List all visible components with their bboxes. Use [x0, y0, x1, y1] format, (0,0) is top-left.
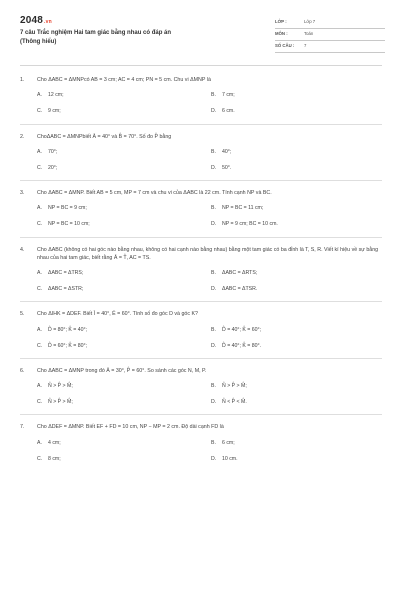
answer-option[interactable] [37, 108, 211, 115]
answer-option[interactable] [37, 440, 211, 447]
answer-option[interactable] [37, 221, 211, 228]
question-number: 6. [20, 367, 25, 374]
question-4 [20, 246, 382, 303]
meta-value: Lớp 7 [304, 19, 316, 24]
question-text: Cho ΔABC = ΔMNP. Biết AB = 5 cm, MP = 7 cm và chu vi của ΔABC là 22 cm. Tính cạnh NP và BC. [37, 190, 272, 196]
answer-option[interactable] [37, 399, 211, 406]
answer-option[interactable] [211, 165, 385, 172]
question-stem [20, 310, 382, 318]
question-text: ChoΔABC = ΔMNPbiết Â = 40° và B̂ = 70°. Số đo P̂ bằng [37, 133, 172, 140]
question-5 [20, 310, 382, 359]
answer-option[interactable] [211, 399, 385, 406]
question-divider [20, 358, 382, 359]
option-letter: D. [211, 164, 217, 171]
question-7 [20, 423, 382, 463]
question-divider [20, 180, 382, 181]
option-letter: C. [37, 108, 43, 115]
option-letter: A. [37, 270, 42, 277]
answer-option[interactable] [37, 456, 211, 463]
answer-option[interactable] [211, 286, 385, 293]
option-text: ΔABC = ΔSTR; [48, 286, 84, 293]
option-text: N̂ < P̂ < M̂. [222, 399, 247, 406]
question-3 [20, 189, 382, 238]
question-divider [20, 237, 382, 238]
answer-option[interactable] [37, 286, 211, 293]
answer-options [37, 383, 382, 406]
answer-option[interactable] [211, 327, 385, 334]
question-number: 2. [20, 133, 25, 140]
site-logo[interactable] [20, 14, 52, 28]
option-letter: D. [211, 221, 217, 228]
question-stem [20, 367, 382, 375]
option-text: 9 cm; [48, 108, 61, 115]
option-text: 40°; [222, 148, 232, 155]
answer-option[interactable] [211, 92, 385, 99]
logo-main-text: 2048 [20, 15, 44, 26]
option-text: N̂ > P̂ > M̂; [48, 399, 73, 406]
option-letter: C. [37, 221, 43, 228]
answer-options [37, 327, 382, 350]
meta-info-box [275, 17, 385, 53]
question-divider [20, 301, 382, 302]
answer-option[interactable] [211, 205, 385, 212]
title-line-1: 7 câu Trắc nghiệm Hai tam giác bằng nhau có đáp án [20, 30, 172, 36]
question-stem [20, 189, 382, 197]
question-divider [20, 414, 382, 415]
answer-option[interactable] [37, 205, 211, 212]
option-text: 8 cm; [48, 455, 61, 462]
answer-option[interactable] [211, 383, 385, 390]
question-stem [20, 246, 382, 263]
option-letter: D. [211, 399, 217, 406]
question-text: Cho ΔABC = ΔMNP trong đó Â = 30°, P̂ = 60°. So sánh các góc N, M, P. [37, 367, 207, 374]
option-letter: A. [37, 383, 42, 390]
option-letter: B. [211, 383, 216, 390]
option-letter: A. [37, 92, 42, 99]
option-letter: B. [211, 92, 216, 99]
option-text: 70°; [48, 148, 58, 155]
question-text: Cho ΔDEF = ΔMNP. Biết EF + FD = 10 cm, NP − MP = 2 cm. Độ dài cạnh FD là [37, 424, 224, 431]
option-text: 7 cm; [222, 92, 235, 99]
question-number: 7. [20, 424, 25, 431]
option-text: 6 cm; [222, 439, 235, 446]
logo-suffix-text: .vn [44, 19, 52, 25]
option-text: 12 cm; [48, 92, 64, 99]
answer-option[interactable] [211, 149, 385, 156]
document-title [20, 29, 240, 46]
title-line-2: (Thông hiểu) [20, 38, 57, 45]
question-number: 3. [20, 190, 25, 196]
option-letter: A. [37, 148, 42, 155]
answer-option[interactable] [37, 149, 211, 156]
meta-label: LỚP : [275, 19, 287, 24]
meta-value: 7 [304, 43, 307, 48]
question-number: 4. [20, 246, 25, 253]
answer-option[interactable] [211, 440, 385, 447]
question-stem [20, 76, 382, 84]
option-text: 50°. [222, 164, 232, 171]
option-letter: A. [37, 326, 42, 333]
option-letter: C. [37, 164, 43, 171]
answer-option[interactable] [37, 165, 211, 172]
option-text: D̂ = 60°; K̂ = 80°; [48, 342, 88, 349]
option-text: 4 cm; [48, 439, 61, 446]
option-text: 20°; [48, 164, 58, 171]
meta-row-subject [275, 29, 385, 41]
option-letter: D. [211, 286, 217, 293]
question-number: 1. [20, 77, 25, 83]
question-text: Cho ΔABC = ΔMNPcó AB = 3 cm; AC = 4 cm; PN = 5 cm. Chu vi ΔMNP là [37, 77, 211, 83]
option-letter: C. [37, 286, 43, 293]
option-letter: B. [211, 326, 216, 333]
question-stem [20, 423, 382, 431]
answer-option[interactable] [37, 383, 211, 390]
option-letter: B. [211, 205, 216, 212]
option-letter: A. [37, 205, 42, 212]
option-letter: D. [211, 342, 217, 349]
meta-label: MÔN : [275, 31, 288, 36]
answer-option[interactable] [211, 108, 385, 115]
question-text: Cho ΔABC (không có hai góc nào bằng nhau, không có hai cạnh nào bằng nhau) bằng một tam giác có ba đỉnh là T, S, R. Viết kí hiệu về sự bằng nhau của hai tam giác, biết rằng Â = T̂, AC = TS. [37, 246, 379, 261]
option-text: NP = BC = 11 cm; [222, 205, 264, 212]
option-letter: C. [37, 399, 43, 406]
answer-options [37, 440, 382, 463]
answer-option[interactable] [37, 327, 211, 334]
question-divider [20, 124, 382, 125]
answer-option[interactable] [211, 270, 385, 277]
meta-row-question-count [275, 41, 385, 53]
option-text: D̂ = 40°; K̂ = 80°. [222, 342, 262, 349]
answer-option[interactable] [211, 456, 385, 463]
answer-options [37, 205, 382, 228]
option-letter: C. [37, 455, 43, 462]
question-6 [20, 367, 382, 416]
option-text: NP = BC = 10 cm; [48, 221, 90, 228]
meta-label: SỐ CÂU : [275, 43, 295, 48]
answer-option[interactable] [37, 270, 211, 277]
option-text: D̂ = 40°; K̂ = 60°; [222, 326, 262, 333]
question-2 [20, 133, 382, 182]
question-text: Cho ΔIHK = ΔDEF. Biết Î = 40°, Ê = 60°. Tính số đo góc D và góc K? [37, 311, 198, 318]
answer-options [37, 149, 382, 172]
option-letter: D. [211, 455, 217, 462]
option-text: N̂ > P̂ > M̂; [48, 383, 73, 390]
option-text: ΔABC = ΔRTS; [222, 270, 258, 277]
option-text: 6 cm. [222, 108, 235, 115]
option-text: 10 cm. [222, 455, 238, 462]
answer-options [37, 270, 382, 293]
option-letter: C. [37, 342, 43, 349]
answer-options [37, 92, 382, 115]
question-number: 5. [20, 311, 25, 318]
answer-option[interactable] [211, 343, 385, 350]
option-letter: D. [211, 108, 217, 115]
question-stem [20, 133, 382, 141]
option-text: D̂ = 80°; K̂ = 40°; [48, 326, 88, 333]
meta-row-class [275, 17, 385, 29]
header-divider [20, 65, 382, 66]
answer-option[interactable] [37, 92, 211, 99]
answer-option[interactable] [37, 343, 211, 350]
option-text: NP = BC = 9 cm; [48, 205, 87, 212]
option-letter: B. [211, 270, 216, 277]
question-1 [20, 76, 382, 125]
option-text: ΔABC = ΔTSR. [222, 286, 258, 293]
meta-value: Toán [304, 31, 314, 36]
option-letter: A. [37, 439, 42, 446]
option-letter: B. [211, 439, 216, 446]
question-list [20, 76, 382, 463]
page-header [20, 14, 382, 62]
answer-option[interactable] [211, 221, 385, 228]
option-text: N̂ > P̂ > M̂; [222, 383, 247, 390]
option-text: NP = 9 cm; BC = 10 cm. [222, 221, 278, 228]
option-letter: B. [211, 148, 216, 155]
option-text: ΔABC = ΔTRS; [48, 270, 84, 277]
